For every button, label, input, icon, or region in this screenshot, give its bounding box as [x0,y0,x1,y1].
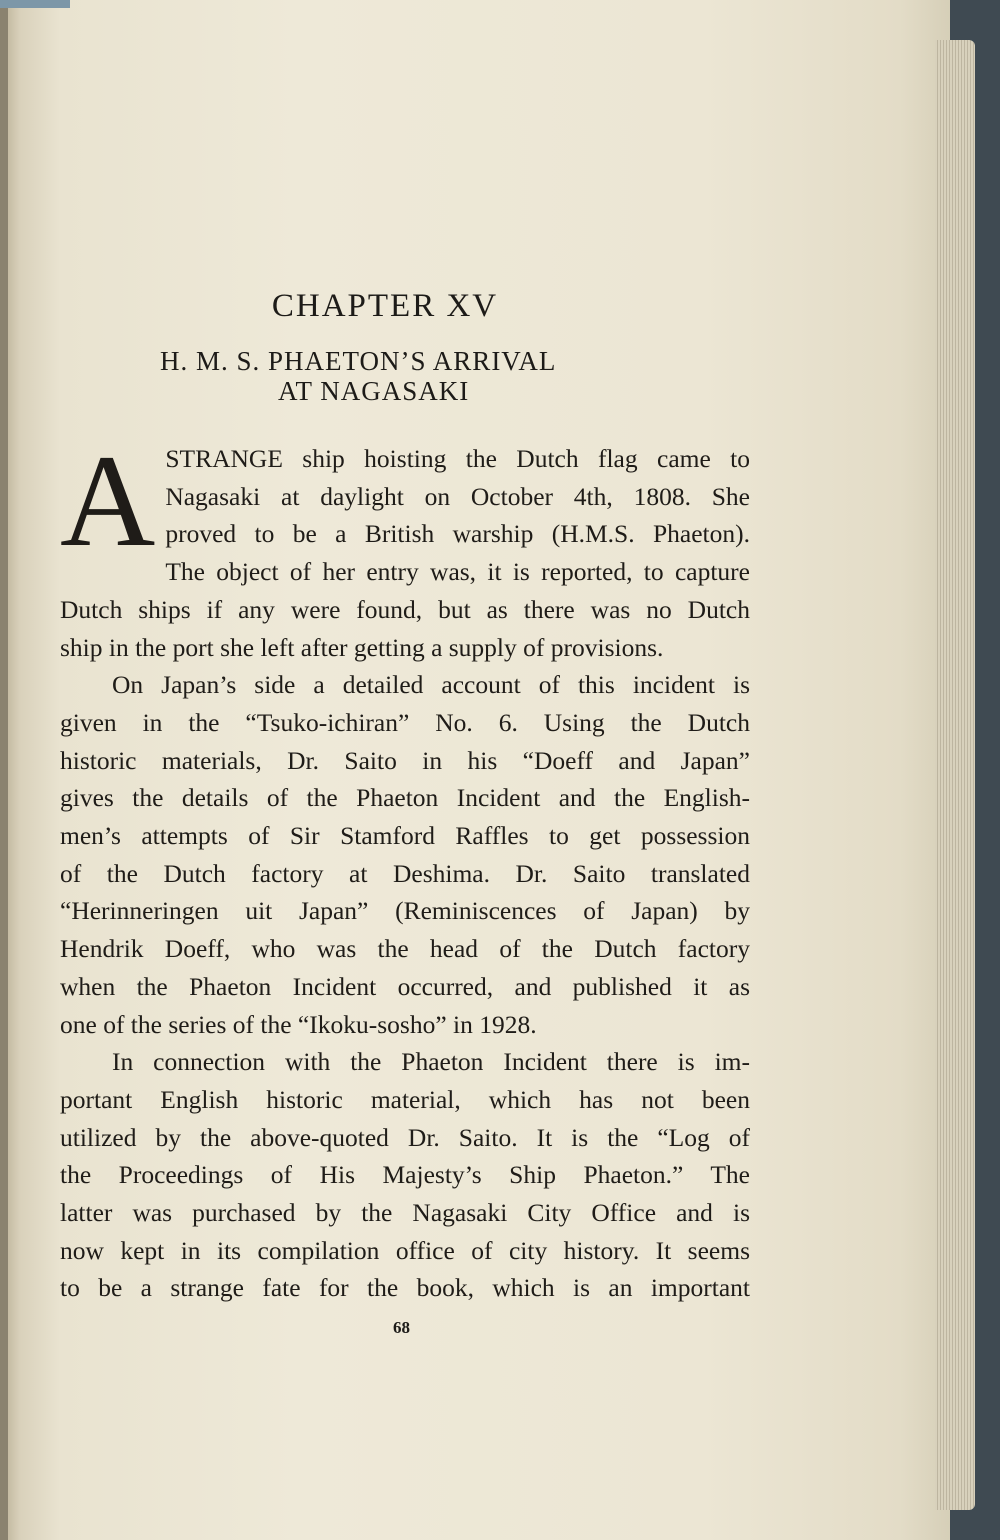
drop-cap: A [60,427,156,574]
text-line: gives the details of the Phaeton Incident and the English- [60,783,750,813]
chapter-title-line: AT NAGASAKI [278,376,470,406]
text-line: STRANGE ship hoisting the Dutch flag came to [165,444,750,473]
text-line: now kept in its compilation office of city history. It seems [60,1235,750,1265]
text-line: Hendrik Doeff, who was the head of the Dutch factory [60,934,750,964]
text-line: historic materials, Dr. Saito in his “Doeff and Japan” [60,745,750,775]
text-line: given in the “Tsuko-ichiran” No. 6. Using the Dutch [60,707,750,737]
page-edges [935,40,975,1510]
chapter-title [160,346,556,406]
book-spine [0,0,8,1540]
text-line: latter was purchased by the Nagasaki City Office and is [60,1198,750,1228]
text-line: In connection with the Phaeton Incident there is im- [112,1047,750,1077]
text-line: the Proceedings of His Majesty’s Ship Phaeton.” The [60,1160,750,1190]
text-line: proved to be a British warship (H.M.S. Phaeton). [165,519,750,549]
text-line: when the Phaeton Incident occurred, and published it as [60,971,750,1001]
chapter-heading: CHAPTER XV [271,288,499,324]
text-line: Nagasaki at daylight on October 4th, 1808. She [165,481,750,511]
text-line: Dutch ships if any were found, but as there was no Dutch [60,594,750,624]
body-text [60,427,750,1307]
page-number: 68 [393,1318,410,1337]
book-cover-edge [0,0,70,8]
text-line: The object of her entry was, it is reported, to capture [165,557,750,587]
text-line: one of the series of the “Ikoku-sosho” in 1928. [60,1009,537,1039]
text-line: utilized by the above-quoted Dr. Saito. It is the “Log of [60,1122,750,1152]
chapter-title-line: H. M. S. PHAETON’S ARRIVAL [160,346,557,376]
text-line: men’s attempts of Sir Stamford Raffles to get possession [60,821,750,851]
text-line: of the Dutch factory at Deshima. Dr. Saito translated [60,858,750,888]
text-line: to be a strange fate for the book, which is an important [60,1273,750,1303]
text-line: On Japan’s side a detailed account of this incident is [112,670,750,700]
text-line: ship in the port she left after getting a supply of provisions. [60,632,664,662]
text-line: “Herinneringen uit Japan” (Reminiscences of Japan) by [60,896,750,926]
text-line: portant English historic material, which has not been [60,1084,750,1114]
